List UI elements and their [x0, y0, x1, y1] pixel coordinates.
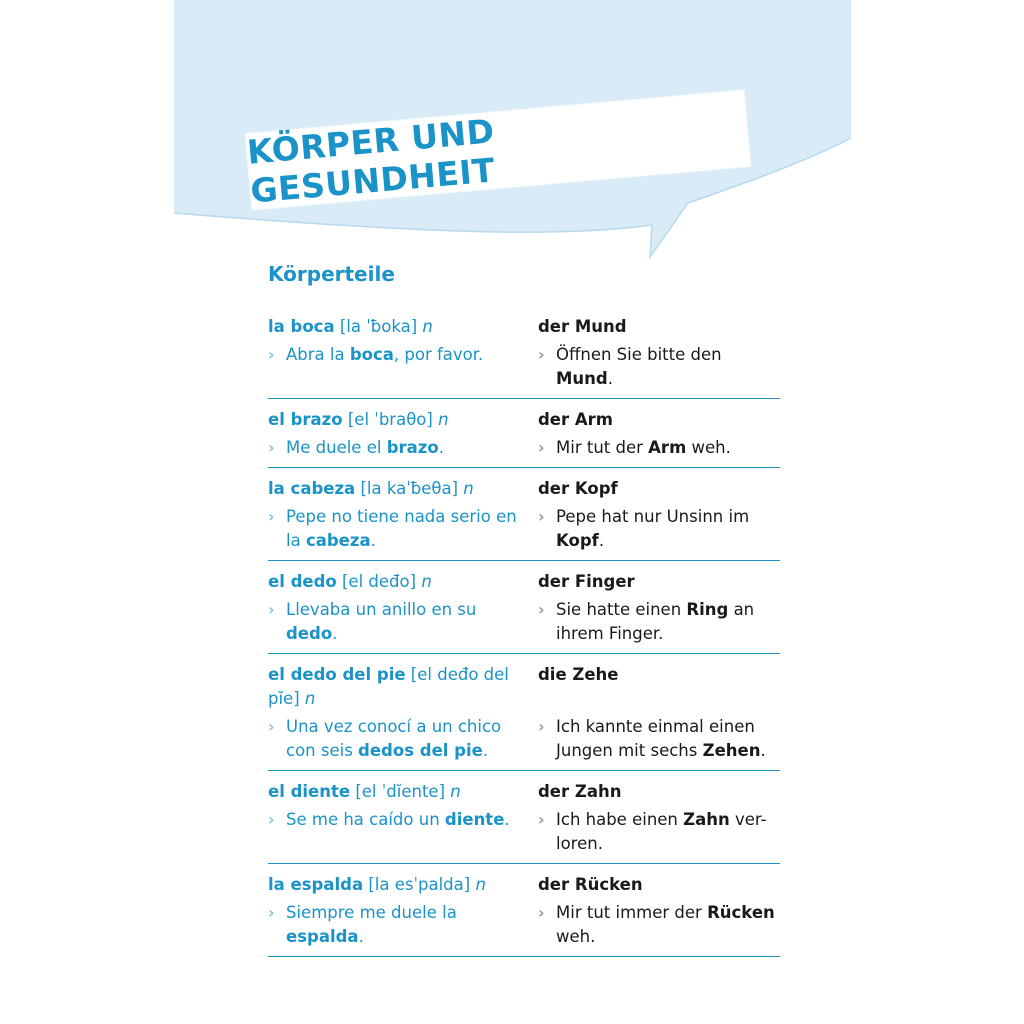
- german-example: [538, 598, 780, 646]
- spanish-column: [268, 477, 538, 553]
- spanish-lemma: el diente: [268, 782, 351, 801]
- spanish-headword: [268, 663, 528, 711]
- example-keyword: brazo: [386, 438, 439, 457]
- example-text: .: [438, 438, 444, 457]
- example-text: .: [332, 624, 338, 643]
- section-title: Körperteile: [268, 262, 395, 286]
- example-keyword: cabeza: [305, 531, 371, 550]
- example-text: .: [598, 531, 605, 550]
- spanish-headword: [268, 873, 528, 897]
- example-text: Llevaba un anillo en su: [286, 600, 477, 619]
- example-text: .: [504, 810, 510, 829]
- example-keyword: Zehen: [702, 741, 761, 760]
- german-example: [538, 343, 780, 391]
- pronunciation: [la ˈƀoka]: [339, 317, 418, 336]
- spanish-example: [268, 505, 528, 553]
- chevron-right-icon: ›: [268, 717, 275, 736]
- german-lemma: der Zahn: [538, 782, 622, 801]
- example-text: Siempre me duele la: [286, 903, 457, 922]
- spanish-example: [268, 436, 528, 460]
- chevron-right-icon: ›: [268, 903, 275, 922]
- example-keyword: dedo: [286, 624, 333, 643]
- example-text: weh.: [556, 927, 596, 946]
- example-text: Abra la: [286, 345, 350, 364]
- german-column: [538, 780, 780, 856]
- vocab-entry: [268, 468, 780, 561]
- german-column: [538, 663, 780, 763]
- example-text: .: [607, 369, 613, 388]
- spanish-example: [268, 901, 528, 949]
- chevron-right-icon: ›: [268, 345, 275, 364]
- chevron-right-icon: ›: [538, 810, 545, 829]
- chevron-right-icon: ›: [268, 810, 275, 829]
- german-example: [538, 808, 780, 856]
- german-column: [538, 408, 780, 460]
- spanish-lemma: la cabeza: [268, 479, 356, 498]
- spanish-lemma: la espalda: [268, 875, 364, 894]
- pronunciation: [el ˈbraθo]: [347, 410, 433, 429]
- example-text: Ich habe einen: [556, 810, 684, 829]
- vocab-entry: [268, 561, 780, 654]
- vocab-entry: [268, 864, 780, 957]
- part-of-speech: n: [450, 782, 461, 801]
- example-text: Öffnen Sie bitte den: [556, 345, 722, 364]
- example-text: .: [760, 741, 766, 760]
- chevron-right-icon: ›: [538, 903, 545, 922]
- example-keyword: Rücken: [707, 903, 775, 922]
- german-column: [538, 873, 780, 949]
- example-keyword: boca: [349, 345, 394, 364]
- spanish-column: [268, 780, 538, 856]
- spanish-headword: [268, 780, 528, 804]
- example-keyword: Ring: [686, 600, 729, 619]
- spanish-headword: [268, 477, 528, 501]
- example-keyword: diente: [444, 810, 505, 829]
- example-keyword: Mund: [556, 369, 608, 388]
- pronunciation: [la kaˈƀeθa]: [360, 479, 459, 498]
- example-text: Mir tut der: [556, 438, 649, 457]
- german-example: [538, 901, 780, 949]
- german-lemma: der Finger: [538, 572, 635, 591]
- example-keyword: Zahn: [683, 810, 730, 829]
- chevron-right-icon: ›: [268, 600, 275, 619]
- chevron-right-icon: ›: [538, 438, 545, 457]
- part-of-speech: n: [438, 410, 449, 429]
- german-example: [538, 505, 780, 553]
- chevron-right-icon: ›: [268, 507, 275, 526]
- example-keyword: Kopf: [556, 531, 599, 550]
- example-text: an ihrem Finger.: [556, 600, 755, 643]
- spanish-lemma: el dedo del pie: [268, 665, 406, 684]
- example-text: ver-loren.: [556, 810, 767, 853]
- chapter-title: KÖRPER UND GESUNDHEIT: [245, 111, 497, 211]
- chevron-right-icon: ›: [268, 438, 275, 457]
- german-example: [538, 715, 780, 763]
- example-keyword: dedos del pie: [358, 741, 483, 760]
- example-text: .: [482, 741, 489, 760]
- spanish-example: [268, 715, 528, 763]
- vocab-entry: [268, 654, 780, 771]
- spanish-column: [268, 663, 538, 763]
- german-lemma: der Kopf: [538, 479, 618, 498]
- spanish-headword: [268, 315, 528, 339]
- german-lemma: der Mund: [538, 317, 627, 336]
- example-text: Una vez conocí a un chico con seis: [286, 717, 502, 760]
- spanish-example: [268, 808, 528, 832]
- chevron-right-icon: ›: [538, 345, 545, 364]
- pronunciation: [el deđo]: [342, 572, 417, 591]
- spanish-column: [268, 570, 538, 646]
- german-lemma: die Zehe: [538, 665, 619, 684]
- part-of-speech: n: [463, 479, 474, 498]
- example-keyword: Arm: [648, 438, 687, 457]
- part-of-speech: n: [475, 875, 486, 894]
- pronunciation: [el ˈdĭente]: [355, 782, 446, 801]
- german-example: [538, 436, 780, 460]
- german-lemma: der Arm: [538, 410, 613, 429]
- german-column: [538, 570, 780, 646]
- german-column: [538, 477, 780, 553]
- vocabulary-table: [268, 312, 780, 957]
- part-of-speech: n: [421, 572, 432, 591]
- example-text: Pepe no tiene nada serio en la: [286, 507, 517, 550]
- pronunciation: [la esˈpalda]: [368, 875, 471, 894]
- vocab-entry: [268, 312, 780, 399]
- example-text: Ich kannte einmal einen Jungen mit sechs: [556, 717, 755, 760]
- chevron-right-icon: ›: [538, 717, 545, 736]
- spanish-example: [268, 343, 528, 367]
- spanish-lemma: la boca: [268, 317, 335, 336]
- example-text: , por favor.: [393, 345, 484, 364]
- pronunciation: [el deđo del pĭe]: [268, 665, 509, 708]
- spanish-lemma: el dedo: [268, 572, 337, 591]
- spanish-example: [268, 598, 528, 646]
- example-text: weh.: [686, 438, 731, 457]
- vocab-entry: [268, 399, 780, 468]
- example-keyword: espalda: [286, 927, 359, 946]
- example-text: Mir tut immer der: [556, 903, 708, 922]
- example-text: Se me ha caído un: [286, 810, 445, 829]
- german-lemma: der Rücken: [538, 875, 643, 894]
- example-text: Me duele el: [286, 438, 387, 457]
- vocab-entry: [268, 771, 780, 864]
- part-of-speech: n: [304, 689, 316, 708]
- example-text: .: [370, 531, 376, 550]
- example-text: .: [358, 927, 364, 946]
- part-of-speech: n: [422, 317, 433, 336]
- example-text: Sie hatte einen: [556, 600, 687, 619]
- spanish-column: [268, 408, 538, 460]
- spanish-lemma: el brazo: [268, 410, 343, 429]
- chevron-right-icon: ›: [538, 507, 545, 526]
- spanish-column: [268, 873, 538, 949]
- chevron-right-icon: ›: [538, 600, 545, 619]
- german-column: [538, 315, 780, 391]
- example-text: Pepe hat nur Unsinn im: [556, 507, 750, 526]
- spanish-headword: [268, 570, 528, 594]
- spanish-headword: [268, 408, 528, 432]
- spanish-column: [268, 315, 538, 391]
